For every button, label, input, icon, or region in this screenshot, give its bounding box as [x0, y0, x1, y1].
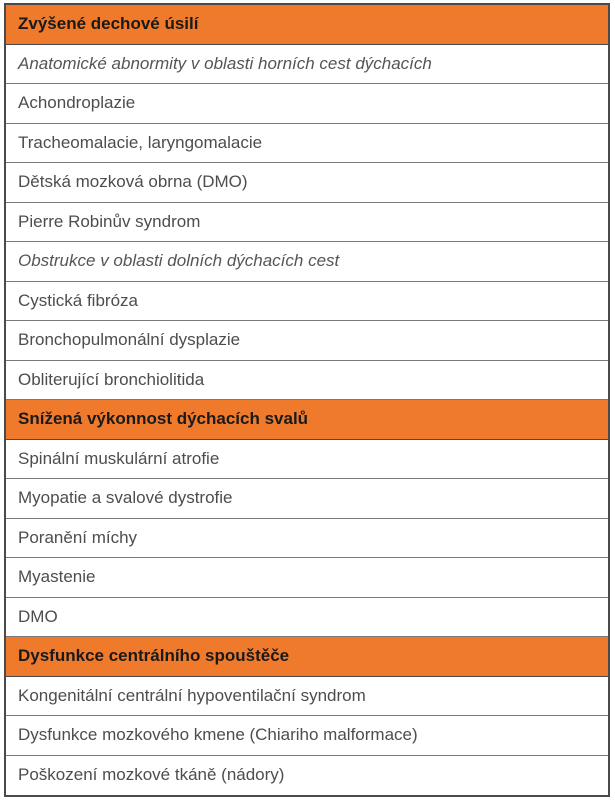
subsection-title: Anatomické abnormity v oblasti horních cest dýchacích	[6, 45, 608, 85]
table-row: Myopatie a svalové dystrofie	[6, 479, 608, 519]
table-row: DMO	[6, 598, 608, 638]
table-row: Myastenie	[6, 558, 608, 598]
table-row: Poškození mozkové tkáně (nádory)	[18, 765, 285, 785]
table-row: Dysfunkce mozkového kmene (Chiariho malformace)	[6, 716, 608, 756]
table-row: Kongenitální centrální hypoventilační syndrom	[6, 677, 608, 717]
section-header: Snížená výkonnost dýchacích svalů	[6, 400, 608, 440]
table-row: Spinální muskulární atrofie	[6, 440, 608, 480]
table-row: Bronchopulmonální dysplazie	[6, 321, 608, 361]
table-row: Poranění míchy	[6, 519, 608, 559]
table-row: Tracheomalacie, laryngomalacie	[6, 124, 608, 164]
table-row: Dětská mozková obrna (DMO)	[6, 163, 608, 203]
table-row: Cystická fibróza	[6, 282, 608, 322]
causes-table	[4, 3, 610, 797]
subsection-title: Obstrukce v oblasti dolních dýchacích cest	[6, 242, 608, 282]
section-header: Dysfunkce centrálního spouštěče	[6, 637, 608, 677]
table-row: Pierre Robinův syndrom	[6, 203, 608, 243]
section-header: Zvýšené dechové úsilí	[6, 5, 608, 45]
table-row: Obliterující bronchiolitida	[6, 361, 608, 401]
table-row: Achondroplazie	[6, 84, 608, 124]
